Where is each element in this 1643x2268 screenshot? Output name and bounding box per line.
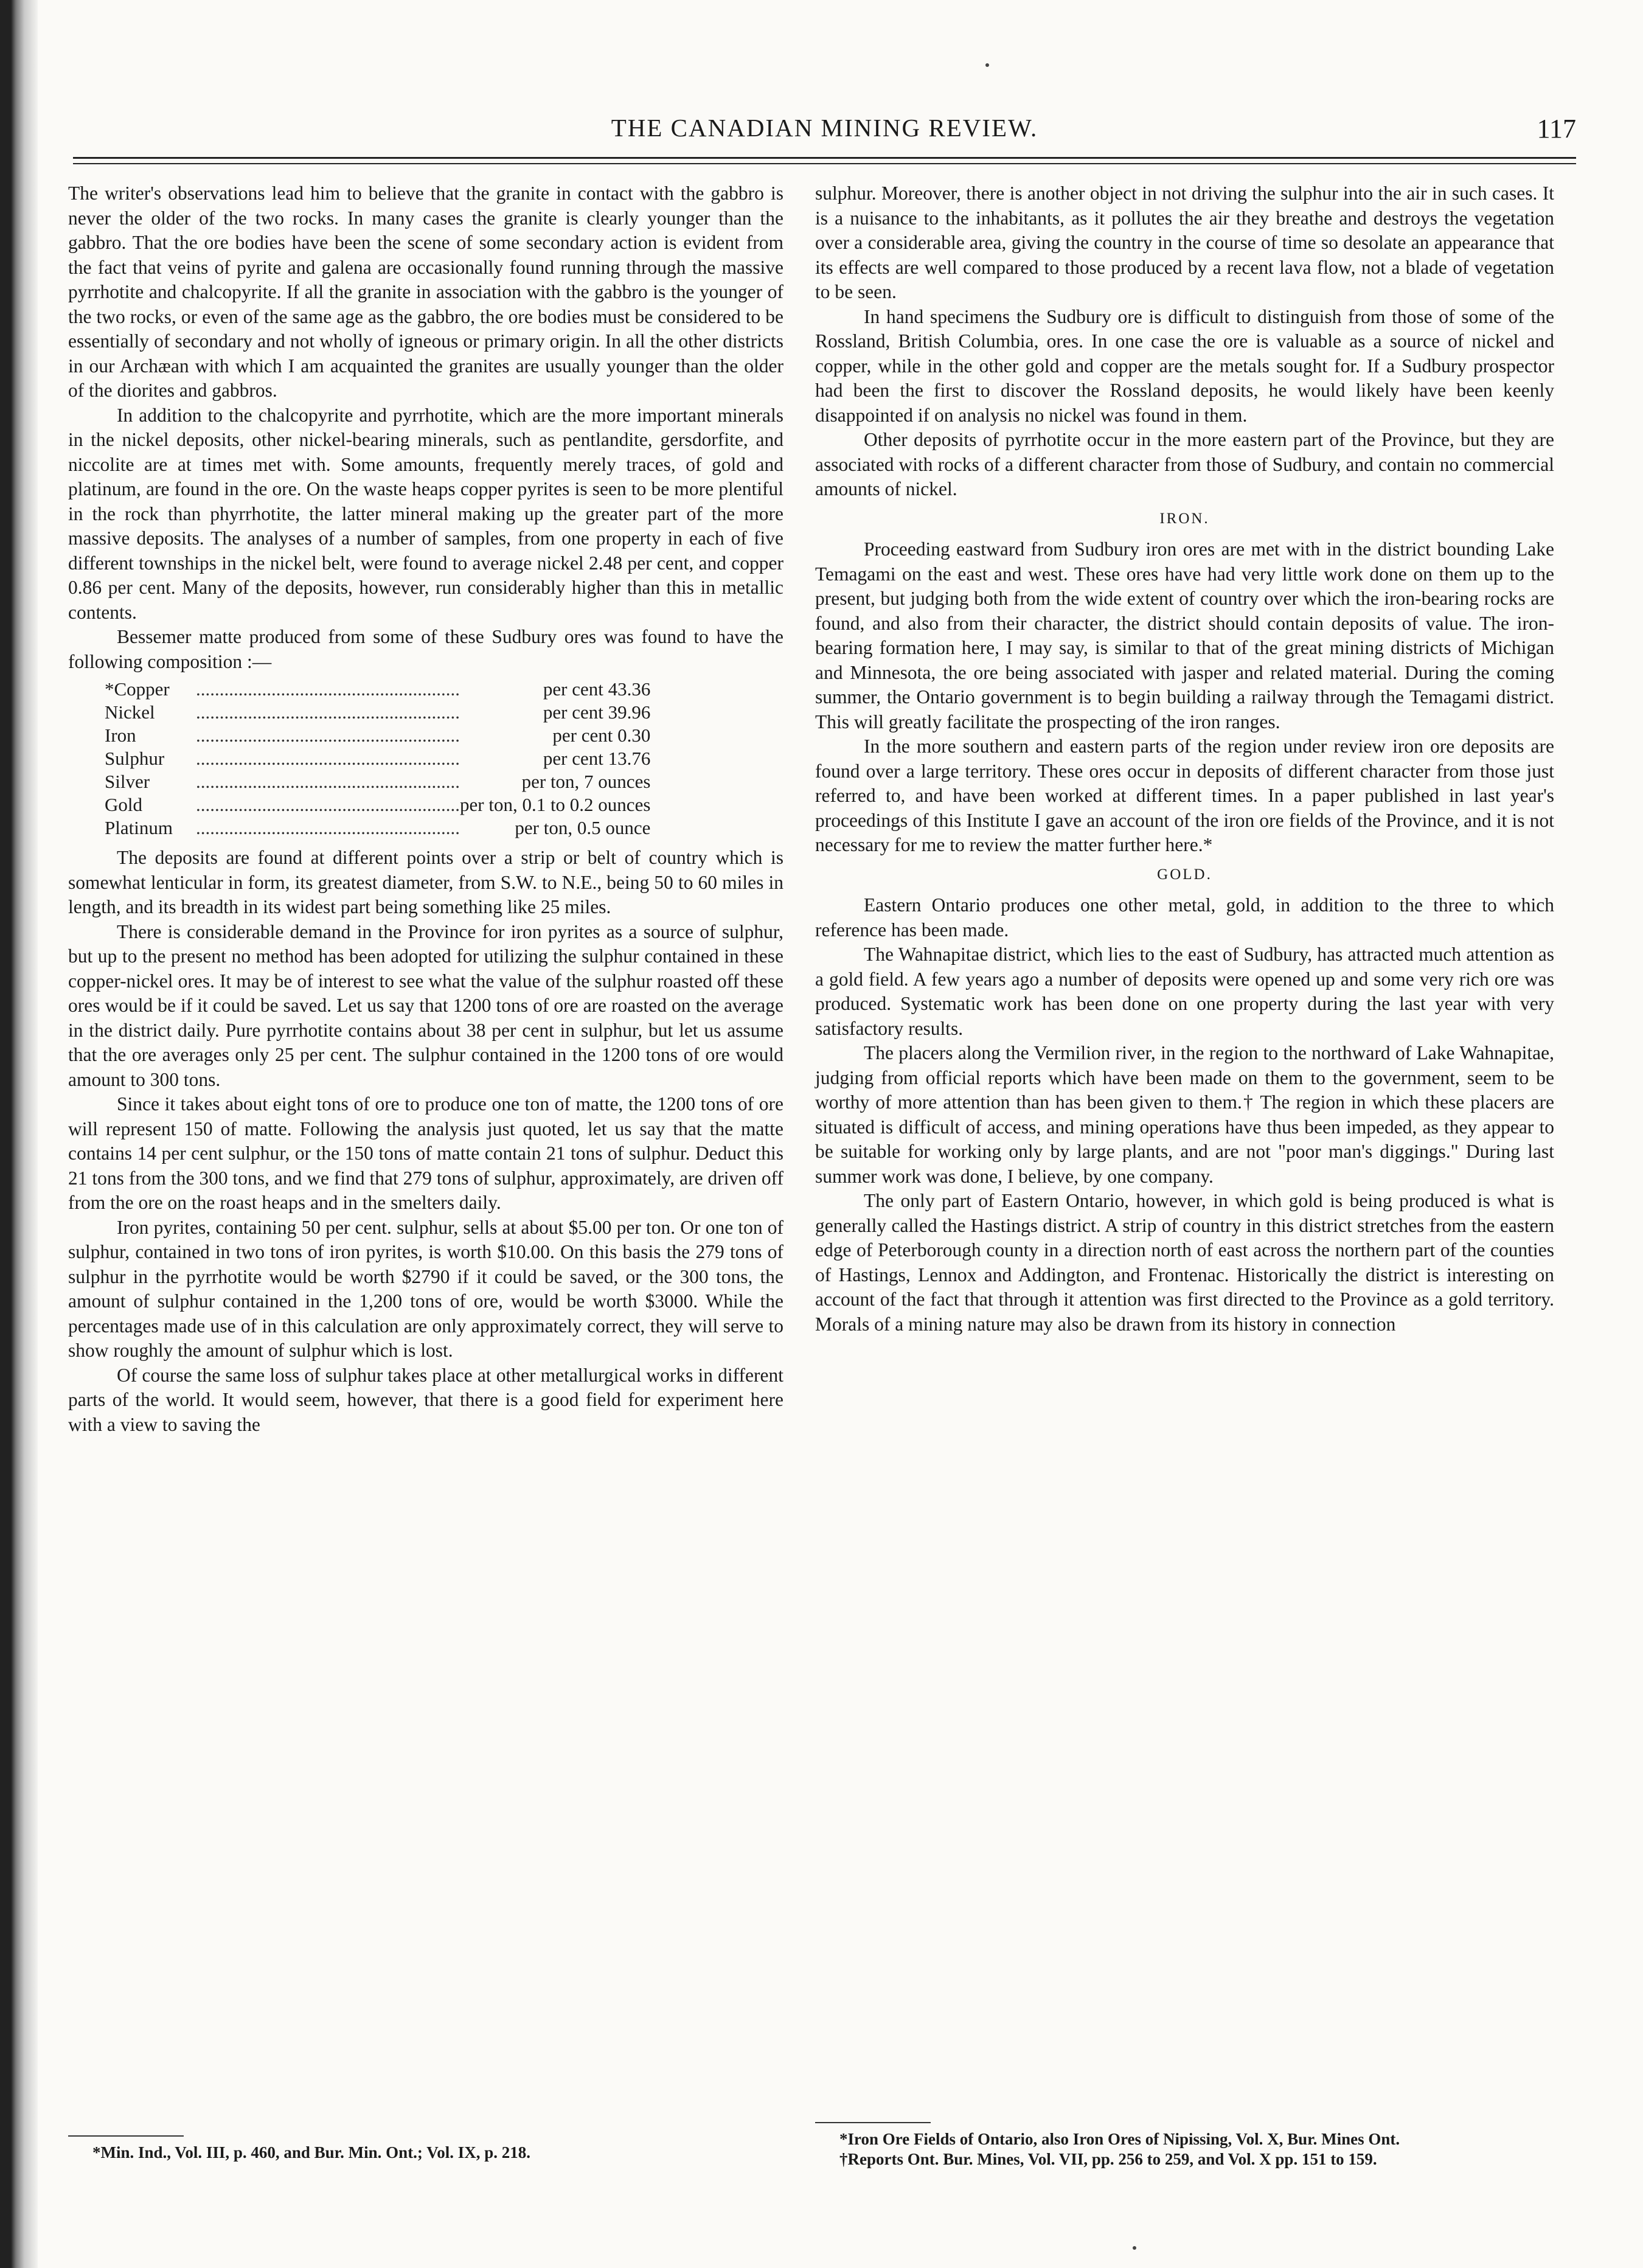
element-value: per cent 43.36 xyxy=(543,678,651,700)
footnote-rule xyxy=(68,2135,184,2137)
footnote-rule xyxy=(815,2122,931,2123)
left-footnotes xyxy=(68,2135,783,2163)
element-value: per cent 13.76 xyxy=(543,748,651,769)
element-name: Gold xyxy=(105,794,142,815)
element-name: Silver xyxy=(105,771,150,792)
paragraph: Iron pyrites, containing 50 per cent. sulphur, sells at about $5.00 per ton. Or one ton of sulphur, contained in two tons of iron pyrites, is worth $10.00. On this basis the 279 tons of sulphur in the pyrrhotite would be worth $2790 if it could be saved, or the 300 tons, the amount of sulphur contained in the 1,200 tons of ore, would be worth $3000. While the percentages made use of in this calculation are only approximately correct, they will serve to show roughly the amount of sulphur which is lost. xyxy=(68,1216,783,1361)
footnote: *Min. Ind., Vol. III, p. 460, and Bur. Min. Ont.; Vol. IX, p. 218. xyxy=(92,2143,530,2162)
section-heading-iron: IRON. xyxy=(1159,510,1210,527)
element-name: Sulphur xyxy=(105,748,165,769)
paragraph: The deposits are found at different points over a strip or belt of country which is somewhat lenticular in form, its greatest diameter, from S.W. to N.E., being 50 to 60 miles in length, and its breadth in its widest part being something like 25 miles. xyxy=(68,847,783,917)
right-column xyxy=(815,181,1554,1337)
book-binding-edge xyxy=(0,0,38,2268)
leader-dots: ........................................................ xyxy=(196,701,460,723)
footnote: *Iron Ore Fields of Ontario, also Iron Ores of Nipissing, Vol. X, Bur. Mines Ont. xyxy=(839,2130,1400,2148)
footnote: †Reports Ont. Bur. Mines, Vol. VII, pp. 256 to 259, and Vol. X pp. 151 to 159. xyxy=(839,2150,1377,2168)
paragraph: Since it takes about eight tons of ore to produce one ton of matte, the 1200 tons of ore will represent 150 of matte. Following the analysis just quoted, let us say that the matte contains 14 per cent sulphur, or the 150 tons of matte contain 21 tons of sulphur. Deduct this 21 tons from the 300 tons, and we find that 279 tons of sulphur, approximately, are driven off from the ore on the roast heaps and in the smelters daily. xyxy=(68,1093,783,1213)
header-rule-thin xyxy=(73,163,1576,164)
paragraph: In addition to the chalcopyrite and pyrrhotite, which are the more important minerals in the nickel deposits, other nickel-bearing minerals, such as pentlandite, gersdorfite, and niccolite are at times met with. Some amounts, frequently merely traces, of gold and platinum, are found in the ore. On the waste heaps copper pyrites is seen to be more plentiful in the rock than phyrrhotite, the latter mineral making up the greater part of the more massive deposits. The analyses of a number of samples, from one property in each of five different townships in the nickel belt, were found to average nickel 2.48 per cent, and copper 0.86 per cent. Many of the deposits, however, run considerably higher than this in metallic contents. xyxy=(68,404,783,623)
paragraph: The Wahnapitae district, which lies to the east of Sudbury, has attracted much attention as a gold field. A few years ago a number of deposits were opened up and some very rich ore was produced. Systematic work has been done on one property during the last year with very satisfactory results. xyxy=(815,944,1554,1039)
element-name: *Copper xyxy=(105,678,170,700)
element-value: per ton, 0.5 ounce xyxy=(515,817,651,838)
composition-row xyxy=(105,793,650,816)
paragraph: Of course the same loss of sulphur takes place at other metallurgical works in different parts of the world. It would seem, however, that there is a good field for experiment here with a view to saving the xyxy=(68,1364,783,1435)
composition-row xyxy=(105,678,650,701)
element-name: Platinum xyxy=(105,817,173,838)
element-name: Iron xyxy=(105,725,136,746)
composition-row xyxy=(105,816,650,840)
leader-dots: ........................................................ xyxy=(196,771,460,792)
element-value: per ton, 7 ounces xyxy=(521,771,651,792)
paragraph: sulphur. Moreover, there is another object in not driving the sulphur into the air in such cases. It is a nuisance to the inhabitants, as it pollutes the air they breathe and destroys the vegetation over a considerable area, giving the country in the course of time so desolate an appearance that its effects are well compared to those produced by a recent lava flow, not a blade of vegetation to be seen. xyxy=(815,183,1554,302)
leader-dots: ........................................................ xyxy=(196,678,460,700)
element-value: per cent 0.30 xyxy=(552,725,651,746)
print-speck xyxy=(985,63,989,67)
paragraph: The placers along the Vermilion river, in the region to the northward of Lake Wahnapitae, judging from official reports which have been made on them to the government, seem to be worthy of more attention than has been given to them.† The region in which these placers are situated is difficult of access, and mining operations have thus been impeded, as they appear to be suitable for working only by large plants, and are not "poor man's diggings." During last summer work was done, I believe, by one company. xyxy=(815,1042,1554,1187)
running-title: THE CANADIAN MINING REVIEW. xyxy=(611,114,1038,142)
leader-dots: ........................................................ xyxy=(196,794,460,815)
paragraph: There is considerable demand in the Province for iron pyrites as a source of sulphur, but up to the present no method has been adopted for utilizing the sulphur contained in these copper-nickel ores. It may be of interest to see what the value of the sulphur roasted off these ores would be if it could be saved. Let us say that 1200 tons of ore are roasted on the average in the district daily. Pure pyrrhotite contains about 38 per cent in sulphur, but let us assume that the ore averages only 25 per cent. The sulphur contained in the 1200 tons of ore would amount to 300 tons. xyxy=(68,920,783,1090)
leader-dots: ........................................................ xyxy=(196,748,460,769)
paragraph: Proceeding eastward from Sudbury iron ores are met with in the district bounding Lake Temagami on the east and west. These ores have had very little work done on them up to the present, but judging both from the wide extent of country over which the iron-bearing rocks are found, and also from their character, the district should contain deposits of value. The iron-bearing formation here, I may say, is similar to that of the great mining districts of Michigan and Minnesota, the ore being associated with jasper and related material. During the coming summer, the Ontario government is to begin building a railway through the Temagami district. This will greatly facilitate the prospecting of the iron ranges. xyxy=(815,538,1554,732)
left-column xyxy=(68,181,783,1437)
element-value: per ton, 0.1 to 0.2 ounces xyxy=(460,794,651,815)
element-value: per cent 39.96 xyxy=(543,701,651,723)
paragraph: The writer's observations lead him to believe that the granite in contact with the gabbro is never the older of the two rocks. In many cases the granite is clearly younger than the gabbro. That the ore bodies have been the scene of some secondary action is evident from the fact that veins of pyrite and galena are occasionally found running through the massive pyrrhotite and chalcopyrite. If all the granite in association with the gabbro is the younger of the two rocks, or even of the same age as the gabbro, the ore bodies must be considered to be essentially of secondary and not wholly of igneous or primary origin. In all the other districts in our Archæan with which I am acquainted the granites are usually younger than the older of the diorites and gabbros. xyxy=(68,183,783,401)
header-rule xyxy=(73,157,1576,159)
leader-dots: ........................................................ xyxy=(196,725,460,746)
leader-dots: ........................................................ xyxy=(196,817,460,838)
composition-row xyxy=(105,770,650,793)
page-number: 117 xyxy=(1537,114,1576,144)
paragraph: In the more southern and eastern parts of the region under review iron ore deposits are found over a large territory. These ores occur in deposits of different character from those just referred to, and have been worked at different times. In a paper published in last year's proceedings of this Institute I gave an account of the iron ore fields of the Province, and it is not necessary for me to review the matter further here.* xyxy=(815,736,1554,855)
composition-row xyxy=(105,701,650,724)
print-speck xyxy=(1133,2246,1136,2250)
composition-row xyxy=(105,747,650,770)
paragraph: Other deposits of pyrrhotite occur in the more eastern part of the Province, but they are associated with rocks of a different character from those of Sudbury, and contain no commercial amounts of nickel. xyxy=(815,429,1554,499)
page-header xyxy=(73,113,1576,150)
paragraph: Bessemer matte produced from some of these Sudbury ores was found to have the following composition :— xyxy=(68,626,783,672)
element-name: Nickel xyxy=(105,701,155,723)
paragraph: Eastern Ontario produces one other metal, gold, in addition to the three to which reference has been made. xyxy=(815,894,1554,941)
right-footnotes xyxy=(815,2122,1554,2169)
paragraph: In hand specimens the Sudbury ore is difficult to distinguish from those of some of the Rossland, British Columbia, ores. In one case the ore is valuable as a source of nickel and copper, while in the other gold and copper are the metals sought for. If a Sudbury prospector had been the first to discover the Rossland deposits, he would likely have been keenly disappointed if on analysis no nickel was found in them. xyxy=(815,305,1554,426)
paragraph: The only part of Eastern Ontario, however, in which gold is being produced is what is generally called the Hastings district. A strip of country in this district stretches from the eastern edge of Peterborough county in a direction north of east across the northern part of the counties of Hastings, Lennox and Addington, and Frontenac. Historically the district is interesting on account of the fact that through it attention was first directed to the Province as a gold territory. Morals of a mining nature may also be drawn from its history in connection xyxy=(815,1190,1554,1335)
composition-row xyxy=(105,724,650,747)
matte-composition-table xyxy=(105,678,650,840)
section-heading-gold: GOLD. xyxy=(1157,866,1212,883)
